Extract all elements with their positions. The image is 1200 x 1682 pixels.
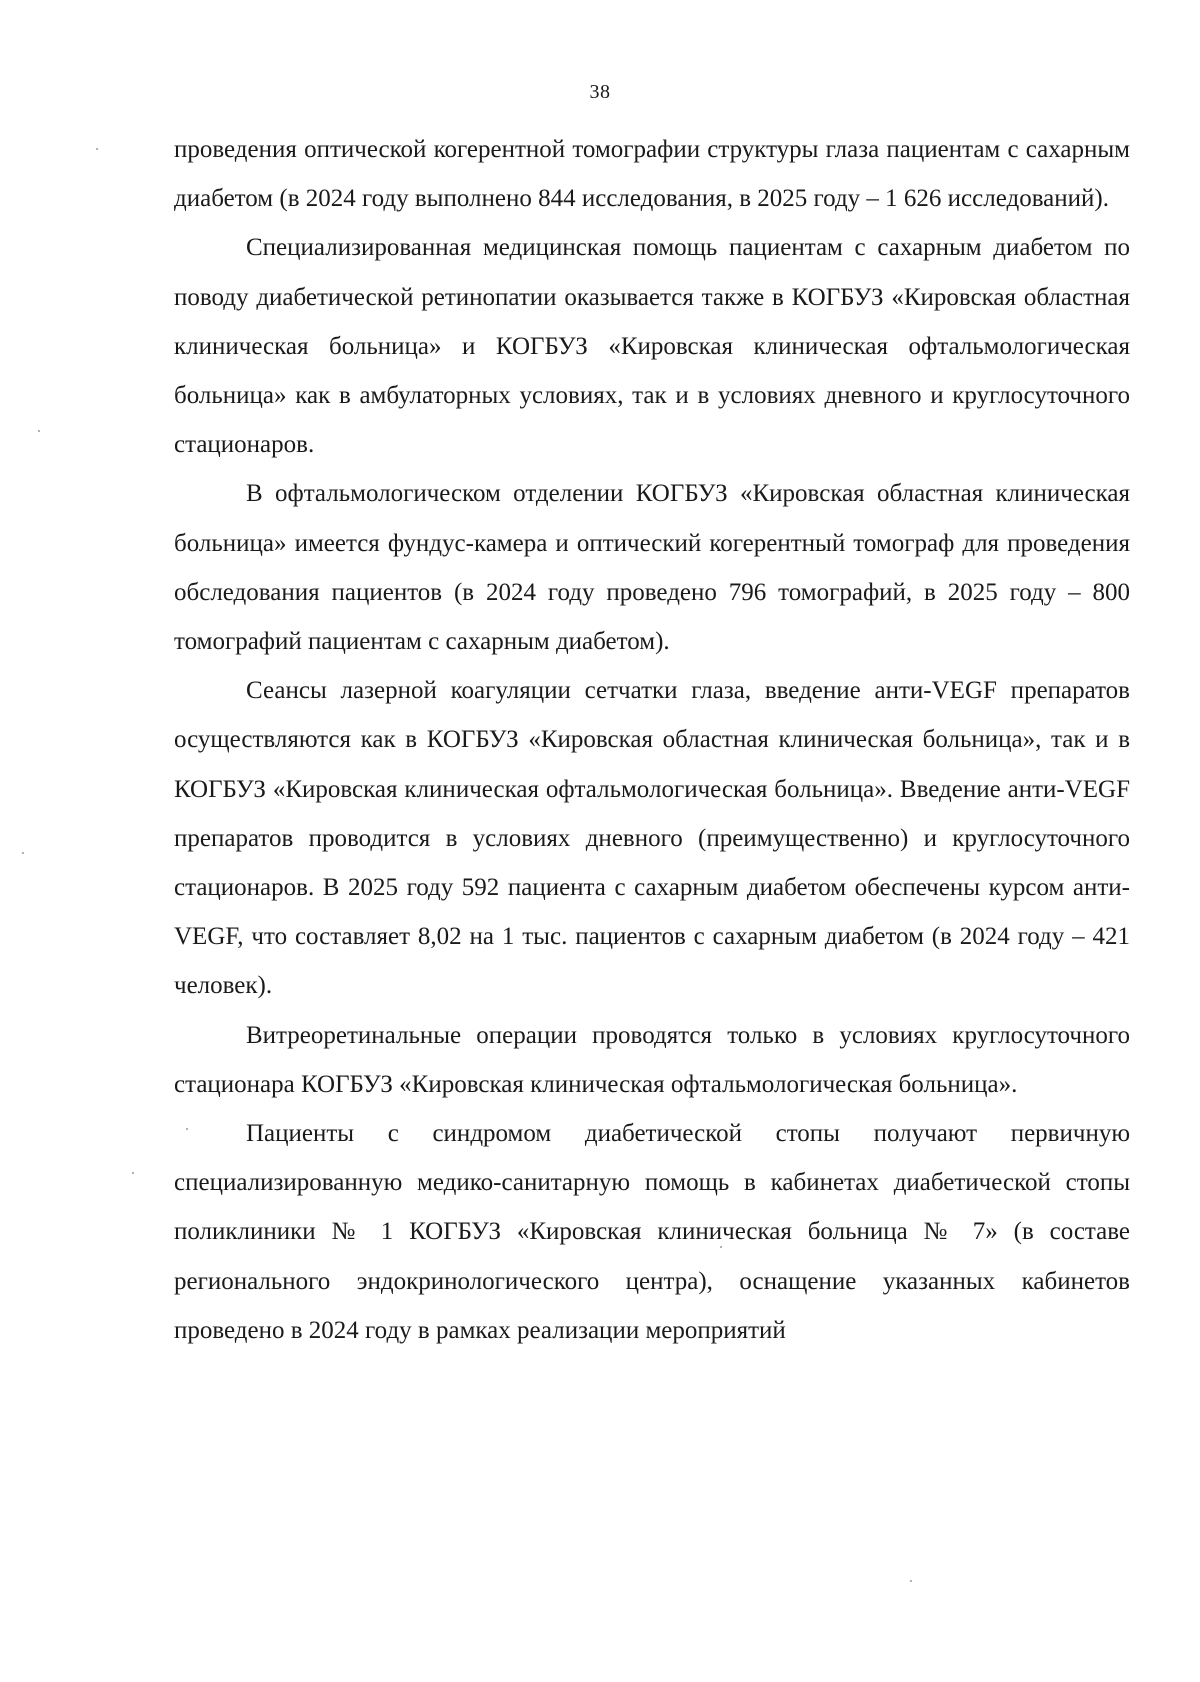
paragraph-vitreoretinal-operations: Витреоретинальные операции проводятся только в условиях круглосуточного стационара КОГБУЗ «Кировская клиническая офтальмологическая больница». [174,1021,1130,1098]
scan-speck [720,1246,722,1248]
scan-speck [22,852,24,854]
paragraph-oct-continuation: проведения оптической когерентной томографии структуры глаза пациентам с сахарным диабетом (в 2024 году выполнено 844 исследования, в 2025 году – 1 626 исследований). [174,136,1130,213]
paragraph-laser-coagulation: Сеансы лазерной коагуляции сетчатки глаза, введение анти-VEGF препаратов осуществляются как в КОГБУЗ «Кировская областная клиническая больница», так и в КОГБУЗ «Кировская клиническая офтальмологическая больница». Введение анти-VEGF препаратов проводится в условиях дневного (преимущественно) и круглосуточного стационаров. В 2025 году 592 пациента с сахарным диабетом обеспечены курсом анти-VEGF, что составляет 8,02 на 1 тыс. пациентов с сахарным диабетом (в 2024 году – 421 человек). [174,677,1130,1000]
scan-speck [96,148,98,150]
page-number: 38 [589,81,611,103]
scan-speck [132,1172,134,1174]
paragraph-ophthalmology-department: В офтальмологическом отделении КОГБУЗ «Кировская областная клиническая больница» имеется фундус-камера и оптический когерентный томограф для проведения обследования пациентов (в 2024 году проведено 796 томографий, в 2025 году – 800 томографий пациентам с сахарным диабетом). [174,480,1130,656]
paragraph-specialized-care: Специализированная медицинская помощь пациентам с сахарным диабетом по поводу диабетической ретинопатии оказывается также в КОГБУЗ «Кировская областная клиническая больница» и КОГБУЗ «Кировская клиническая офтальмологическая больница» как в амбулаторных условиях, так и в условиях дневного и круглосуточного стационаров. [174,234,1130,459]
body-text [174,125,1130,1355]
scan-speck [910,1580,912,1582]
scan-speck [186,1128,188,1130]
scan-speck [38,430,40,432]
paragraph-diabetic-foot: Пациенты с синдромом диабетической стопы получают первичную специализированную медико-санитарную помощь в кабинетах диабетической стопы поликлиники № 1 КОГБУЗ «Кировская клиническая больница № 7» (в составе регионального эндокринологического центра), оснащение указанных кабинетов проведено в 2024 году в рамках реализации мероприятий [174,1120,1130,1344]
